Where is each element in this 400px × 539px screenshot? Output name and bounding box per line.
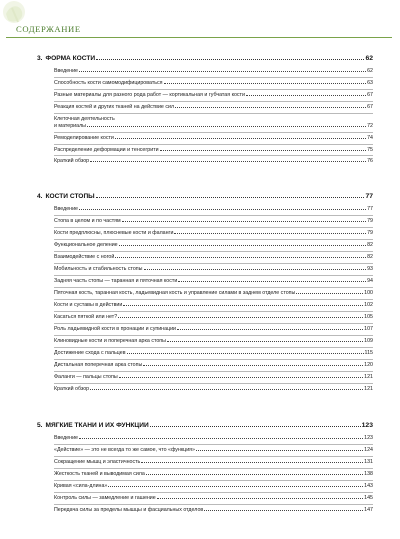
page-header xyxy=(6,22,392,38)
toc-entry[interactable] xyxy=(54,240,373,252)
entry-page-number: 100 xyxy=(364,290,373,297)
entry-title: Клеточная деятельность xyxy=(54,115,115,122)
entry-page-number: 74 xyxy=(367,134,373,141)
entry-title: Способность кости самомодифицироваться xyxy=(54,79,163,86)
entry-title: Стопа в целом и по частям xyxy=(54,218,121,225)
entry-page-number: 107 xyxy=(364,326,373,333)
entry-title: Ремоделирование кости xyxy=(54,134,114,141)
leader-dots xyxy=(115,138,366,139)
leader-dots xyxy=(164,83,367,84)
leader-dots xyxy=(90,389,363,390)
toc-entry[interactable] xyxy=(54,288,373,300)
toc-entry[interactable] xyxy=(54,348,373,360)
leader-dots xyxy=(196,450,363,451)
leader-dots xyxy=(108,486,363,487)
entry-title: Пяточная кость, таранная кость, ладьевидная кость и управление силами в заднем отделе стопы xyxy=(54,290,296,297)
chapter-heading[interactable] xyxy=(37,421,373,433)
leader-dots xyxy=(90,161,366,162)
leader-dots xyxy=(204,510,363,511)
entry-title: Кривая «сила-длина» xyxy=(54,483,108,490)
entry-title: Краткий обзор xyxy=(54,386,90,393)
chapter-section xyxy=(37,192,373,395)
entry-title: Задняя часть стопы — таранная и пяточная кости xyxy=(54,278,178,285)
entry-page-number: 67 xyxy=(367,91,373,98)
leader-dots xyxy=(127,353,364,354)
leader-dots xyxy=(119,377,363,378)
chapter-heading[interactable] xyxy=(37,54,373,66)
entry-page-number: 121 xyxy=(364,374,373,381)
leader-dots xyxy=(150,426,361,427)
entry-title: Дистальная поперечная арка стопы xyxy=(54,362,143,369)
entry-page-number: 105 xyxy=(364,314,373,321)
toc-entry[interactable] xyxy=(54,228,373,240)
entry-title: Функциональное деление xyxy=(54,242,118,249)
entry-page-number: 131 xyxy=(364,459,373,466)
entry-title: Реакция костей и других тканей на действие сил xyxy=(54,103,175,110)
toc-entry[interactable] xyxy=(54,336,373,348)
toc-entry[interactable] xyxy=(54,276,373,288)
entry-title: Касаться пяткой или нет? xyxy=(54,314,118,321)
toc-entry[interactable] xyxy=(54,384,373,395)
chapter-heading[interactable] xyxy=(37,192,373,204)
toc-entry[interactable] xyxy=(54,445,373,457)
toc-entry[interactable] xyxy=(54,156,373,167)
leader-dots xyxy=(96,197,365,198)
leader-dots xyxy=(157,498,363,499)
toc-entry[interactable] xyxy=(54,252,373,264)
entry-page-number: 147 xyxy=(364,507,373,514)
entry-page-number: 67 xyxy=(367,103,373,110)
entry-page-number: 76 xyxy=(367,158,373,165)
toc-entry[interactable] xyxy=(54,102,373,114)
entry-title: Жесткость тканей и выводимая сила xyxy=(54,471,145,478)
leader-dots xyxy=(79,209,366,210)
leader-dots xyxy=(146,474,363,475)
leader-dots xyxy=(175,107,366,108)
entry-page-number: 138 xyxy=(364,471,373,478)
toc-entry[interactable] xyxy=(54,66,373,78)
toc-entry[interactable] xyxy=(54,469,373,481)
leader-dots xyxy=(246,95,366,96)
toc-entry[interactable] xyxy=(54,114,373,133)
toc-entry[interactable] xyxy=(54,372,373,384)
toc-entry[interactable] xyxy=(54,312,373,324)
entry-title: Мобильность и стабильность стопы xyxy=(54,266,143,273)
entry-title: Кости и суставы в действии xyxy=(54,302,123,309)
entry-page-number: 79 xyxy=(367,230,373,237)
leader-dots xyxy=(174,233,366,234)
table-of-contents xyxy=(37,54,373,516)
toc-entry[interactable] xyxy=(54,264,373,276)
entry-page-number: 94 xyxy=(367,278,373,285)
entry-page-number: 82 xyxy=(367,242,373,249)
leader-dots xyxy=(122,221,366,222)
leader-dots xyxy=(177,329,363,330)
toc-entry[interactable] xyxy=(54,300,373,312)
leader-dots xyxy=(79,438,363,439)
entry-page-number: 109 xyxy=(364,338,373,345)
leader-dots xyxy=(141,462,363,463)
leader-dots xyxy=(178,281,366,282)
toc-entry[interactable] xyxy=(54,360,373,372)
chapter-title: ФОРМА КОСТИ xyxy=(45,55,96,62)
entry-title: Сокращение мышц и эластичность xyxy=(54,459,141,466)
toc-entry[interactable] xyxy=(54,133,373,145)
chapter-number: 3. xyxy=(37,55,43,62)
header-divider xyxy=(6,37,392,38)
entry-page-number: 143 xyxy=(364,483,373,490)
toc-entry[interactable] xyxy=(54,505,373,516)
entry-page-number: 75 xyxy=(367,146,373,153)
entry-page-number: 77 xyxy=(367,206,373,213)
entry-page-number: 123 xyxy=(364,435,373,442)
chapter-section xyxy=(37,421,373,516)
toc-entry[interactable] xyxy=(54,204,373,216)
chapter-title: КОСТИ СТОПЫ xyxy=(45,193,95,201)
header-title: СОДЕРЖАНИЕ xyxy=(16,24,81,34)
entry-title: Фаланги — пальцы стопы xyxy=(54,374,118,381)
toc-entry[interactable] xyxy=(54,145,373,157)
chapter-page-number: 62 xyxy=(365,55,373,62)
entry-title: Контроль силы — замедление и гашение xyxy=(54,495,156,502)
entry-page-number: 102 xyxy=(364,302,373,309)
entry-page-number: 72 xyxy=(367,122,373,129)
entry-page-number: 62 xyxy=(367,68,373,74)
entry-title: Кости предплюсны, плюсневые кости и фаланги xyxy=(54,230,174,237)
entry-title: Введение xyxy=(54,206,78,213)
entry-title-continued: и материалы xyxy=(54,122,86,129)
leader-dots xyxy=(143,365,363,366)
leader-dots xyxy=(79,71,366,72)
entry-page-number: 79 xyxy=(367,218,373,225)
entry-title: Разные материалы для разного рода работ — кортикальная и губчатая кости xyxy=(54,91,245,98)
entry-page-number: 93 xyxy=(367,266,373,273)
entry-title: Краткий обзор xyxy=(54,158,90,165)
entry-page-number: 121 xyxy=(364,386,373,393)
leader-dots xyxy=(167,341,363,342)
leader-dots xyxy=(144,269,367,270)
entry-page-number: 145 xyxy=(364,495,373,502)
entry-page-number: 120 xyxy=(364,362,373,369)
leader-dots xyxy=(160,150,367,151)
chapter-title: МЯГКИЕ ТКАНИ И ИХ ФУНКЦИИ xyxy=(45,422,149,430)
toc-entry[interactable] xyxy=(54,457,373,469)
entry-page-number: 115 xyxy=(364,350,373,357)
chapter-section xyxy=(37,54,373,167)
entry-page-number: 82 xyxy=(367,254,373,261)
chapter-number: 4. xyxy=(37,193,43,201)
entry-title: Клиновидные кости и поперечная арка стопы xyxy=(54,338,166,345)
toc-entry[interactable] xyxy=(54,433,373,445)
chapter-page-number: 77 xyxy=(365,193,373,201)
toc-entry[interactable] xyxy=(54,324,373,336)
chapter-number: 5. xyxy=(37,422,43,430)
leader-dots xyxy=(123,305,363,306)
entry-title: «Действие» — это не всегда то же самое, что «функция» xyxy=(54,447,195,454)
leader-dots xyxy=(115,257,366,258)
leader-dots xyxy=(87,126,366,127)
entry-title: Введение xyxy=(54,68,78,74)
toc-entry[interactable] xyxy=(54,216,373,228)
leader-dots xyxy=(118,317,363,318)
entry-title: Роль ладьевидной кости в пронации и супинации xyxy=(54,326,176,333)
entry-title: Введение xyxy=(54,435,78,442)
entry-title: Распределение деформации и тенсегрити xyxy=(54,146,159,153)
toc-entry[interactable] xyxy=(54,493,373,505)
toc-entry[interactable] xyxy=(54,90,373,102)
entry-title: Передача силы за пределы мышцы и фасциальных отделов xyxy=(54,507,204,514)
leader-dots xyxy=(119,245,367,246)
chapter-page-number: 123 xyxy=(361,422,373,430)
leader-dots xyxy=(96,59,364,60)
toc-entry[interactable] xyxy=(54,481,373,493)
entry-page-number: 63 xyxy=(367,79,373,86)
leader-dots xyxy=(296,293,363,294)
toc-entry[interactable] xyxy=(54,78,373,90)
entry-page-number: 124 xyxy=(364,447,373,454)
entry-title: Достижение схода с пальцев xyxy=(54,350,126,357)
entry-title: Взаимодействие с ногой xyxy=(54,254,115,261)
